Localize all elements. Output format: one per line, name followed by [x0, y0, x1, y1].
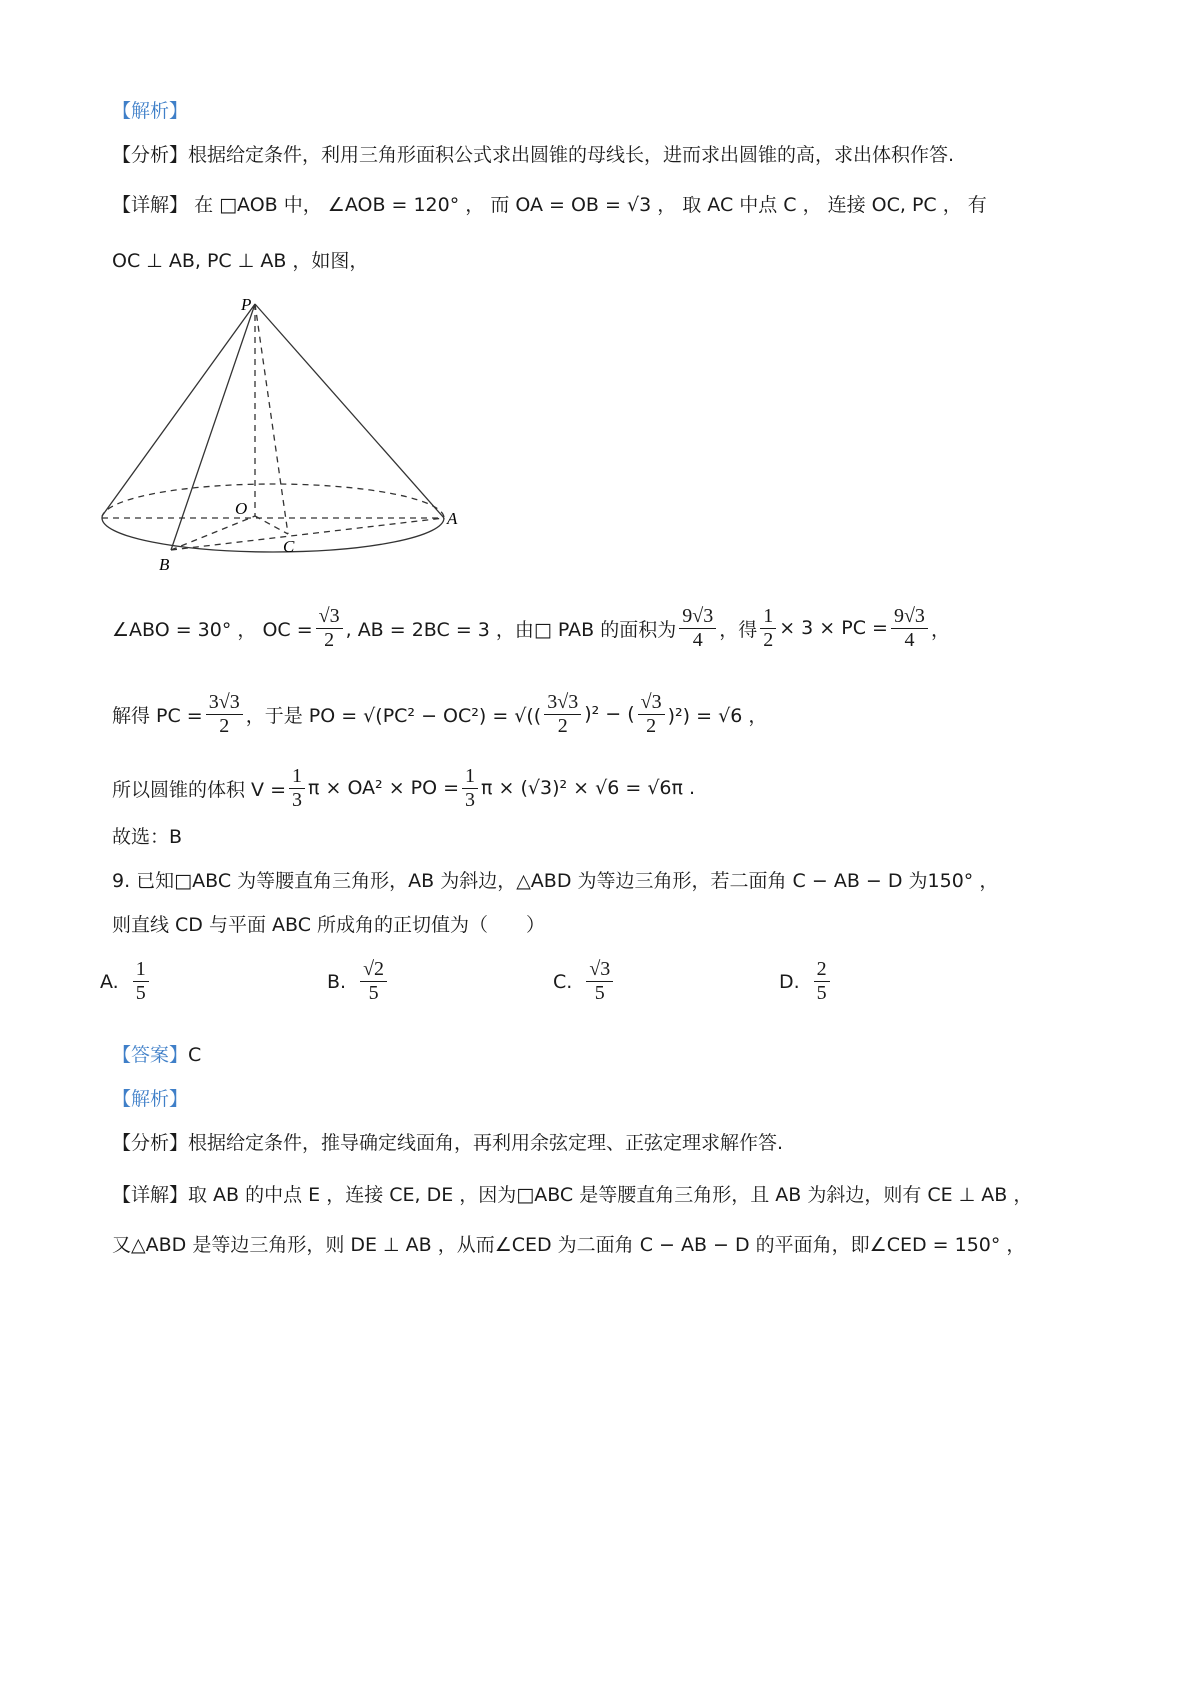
- fraction-den: 5: [135, 982, 146, 1004]
- answer-line: [112, 1040, 1090, 1067]
- fraction-num: 1: [462, 765, 478, 789]
- fraction-den: 2: [646, 714, 657, 737]
- base-ellipse-front: [102, 518, 444, 552]
- answer-value: C: [188, 1044, 202, 1066]
- question9-analysis-text: 根据给定条件，推导确定线面角，再利用余弦定理、正弦定理求解作答.: [188, 1132, 784, 1154]
- question9-detail: [112, 1180, 1090, 1207]
- computation-line3-part-b: π × OA² × PO =: [308, 777, 460, 799]
- detail-paragraph-line2: OC ⊥ AB, PC ⊥ AB ，如图，: [112, 250, 369, 272]
- analysis-text: 根据给定条件，利用三角形面积公式求出圆锥的母线长，进而求出圆锥的高，求出体积作答.: [188, 144, 955, 166]
- fraction-num: 1: [760, 605, 776, 629]
- segment-PC: [255, 304, 288, 534]
- generatrix-left: [102, 304, 255, 516]
- generatrix-PA: [255, 304, 444, 518]
- fraction-den: 3: [292, 788, 302, 811]
- option-b-fraction: [360, 958, 387, 1005]
- fraction-num: 1: [133, 958, 149, 982]
- analysis-label: 【分析】: [112, 144, 189, 166]
- label-P: P: [241, 295, 252, 314]
- option-a-label: A.: [100, 970, 119, 993]
- fraction-num: 9√3: [679, 605, 716, 629]
- fraction-num: √3: [586, 958, 613, 982]
- answer-label: 【答案】: [112, 1044, 189, 1066]
- fraction-num: 2: [814, 958, 830, 982]
- detail-label: 【详解】: [112, 194, 189, 216]
- segment-AB: [171, 518, 444, 550]
- segment-OB: [171, 516, 255, 550]
- question9-detail-label: 【详解】: [112, 1184, 189, 1206]
- fraction-den: 2: [557, 714, 568, 737]
- fraction-pc: [206, 691, 243, 738]
- computation-line1: [112, 598, 1090, 658]
- computation-line2-part-a: 解得 PC =: [112, 704, 203, 727]
- fraction-third: [289, 765, 305, 812]
- label-B: B: [159, 555, 170, 574]
- detail-text-line1: 在 □AOB 中， ∠AOB = 120° ， 而 OA = OB = √3 ， 取 AC 中点 C ， 连接 OC, PC ， 有: [194, 194, 987, 216]
- fraction-oc: [316, 605, 343, 652]
- question9-line1: 9. 已知□ABC 为等腰直角三角形，AB 为斜边，△ABD 为等边三角形，若二面角 C − AB − D 为150° ，: [112, 870, 999, 892]
- option-d[interactable]: [779, 958, 833, 1005]
- fraction-num: 9√3: [891, 605, 928, 629]
- computation-line3: [112, 758, 1090, 818]
- computation-line3-part-c: π × (√3)² × √6 = √6π .: [481, 777, 696, 799]
- fraction-num: √3: [638, 691, 665, 715]
- question9-detail-line2: 又△ABD 是等边三角形，则 DE ⊥ AB ，从而∠CED 为二面角 C − AB − D 的平面角，即∠CED = 150° ，: [112, 1234, 1026, 1256]
- option-a-fraction: [133, 958, 149, 1005]
- computation-line2-part-d: )²) = √6 ，: [667, 704, 768, 727]
- fraction-area-2: [891, 605, 928, 652]
- detail-paragraph-line1: [112, 190, 1090, 217]
- question9-analysis-label: 【分析】: [112, 1132, 189, 1154]
- answer-choice-line: 故选：B: [112, 826, 183, 848]
- computation-line2-part-c: )² − (: [584, 703, 635, 725]
- option-a[interactable]: [100, 958, 152, 1005]
- fraction-oc-2: [638, 691, 665, 738]
- fraction-half: [760, 605, 776, 652]
- option-b-label: B.: [327, 970, 347, 993]
- fraction-den: 2: [763, 628, 774, 651]
- fraction-area: [679, 605, 716, 652]
- computation-line1-part-a: ∠ABO = 30° ， OC =: [112, 618, 313, 641]
- fraction-third-2: [462, 765, 478, 812]
- option-c[interactable]: [553, 958, 616, 1005]
- computation-line2: [112, 684, 1090, 744]
- computation-line3-part-a: 所以圆锥的体积 V =: [112, 778, 286, 801]
- option-c-fraction: [586, 958, 613, 1005]
- fraction-num: √3: [316, 605, 343, 629]
- label-O: O: [235, 499, 248, 518]
- fraction-num: 3√3: [544, 691, 581, 715]
- computation-line1-part-d: × 3 × PC =: [779, 617, 888, 639]
- computation-line1-part-e: ，: [930, 618, 950, 641]
- fraction-den: 5: [816, 982, 827, 1004]
- question9-detail-text: 取 AB 的中点 E ，连接 CE, DE ，因为□ABC 是等腰直角三角形，且 AB 为斜边，则有 CE ⊥ AB ，: [188, 1184, 1033, 1206]
- fraction-den: 4: [904, 628, 915, 651]
- fraction-den: 5: [594, 982, 605, 1004]
- fraction-pc-2: [544, 691, 581, 738]
- fraction-den: 2: [219, 714, 230, 737]
- fraction-den: 2: [324, 628, 335, 651]
- fraction-den: 4: [692, 628, 703, 651]
- option-d-fraction: [814, 958, 830, 1005]
- computation-line1-part-c: ，得: [719, 618, 758, 641]
- fraction-den: 5: [368, 982, 379, 1004]
- fraction-num: 1: [289, 765, 305, 789]
- option-b[interactable]: [327, 958, 390, 1005]
- computation-line2-part-b: ，于是 PO = √(PC² − OC²) = √((: [245, 704, 542, 727]
- question9-analysis: [112, 1128, 1090, 1155]
- computation-line1-part-b: , AB = 2BC = 3 ，由□ PAB 的面积为: [345, 618, 677, 641]
- option-d-label: D.: [779, 970, 800, 993]
- segment-OC: [255, 516, 288, 534]
- fraction-num: √2: [360, 958, 387, 982]
- fraction-den: 3: [465, 788, 476, 811]
- question9-jiexi-heading: 【解析】: [112, 1088, 189, 1110]
- option-c-label: C.: [553, 970, 573, 993]
- label-A: A: [447, 509, 458, 528]
- question9-line2: 则直线 CD 与平面 ABC 所成角的正切值为（ ）: [112, 914, 546, 936]
- fraction-num: 3√3: [206, 691, 243, 715]
- section-jiexi-heading: 【解析】: [112, 100, 189, 122]
- analysis-paragraph: [112, 140, 1090, 167]
- base-ellipse-back: [102, 484, 444, 518]
- label-C: C: [283, 537, 295, 556]
- cone-figure: [95, 290, 458, 580]
